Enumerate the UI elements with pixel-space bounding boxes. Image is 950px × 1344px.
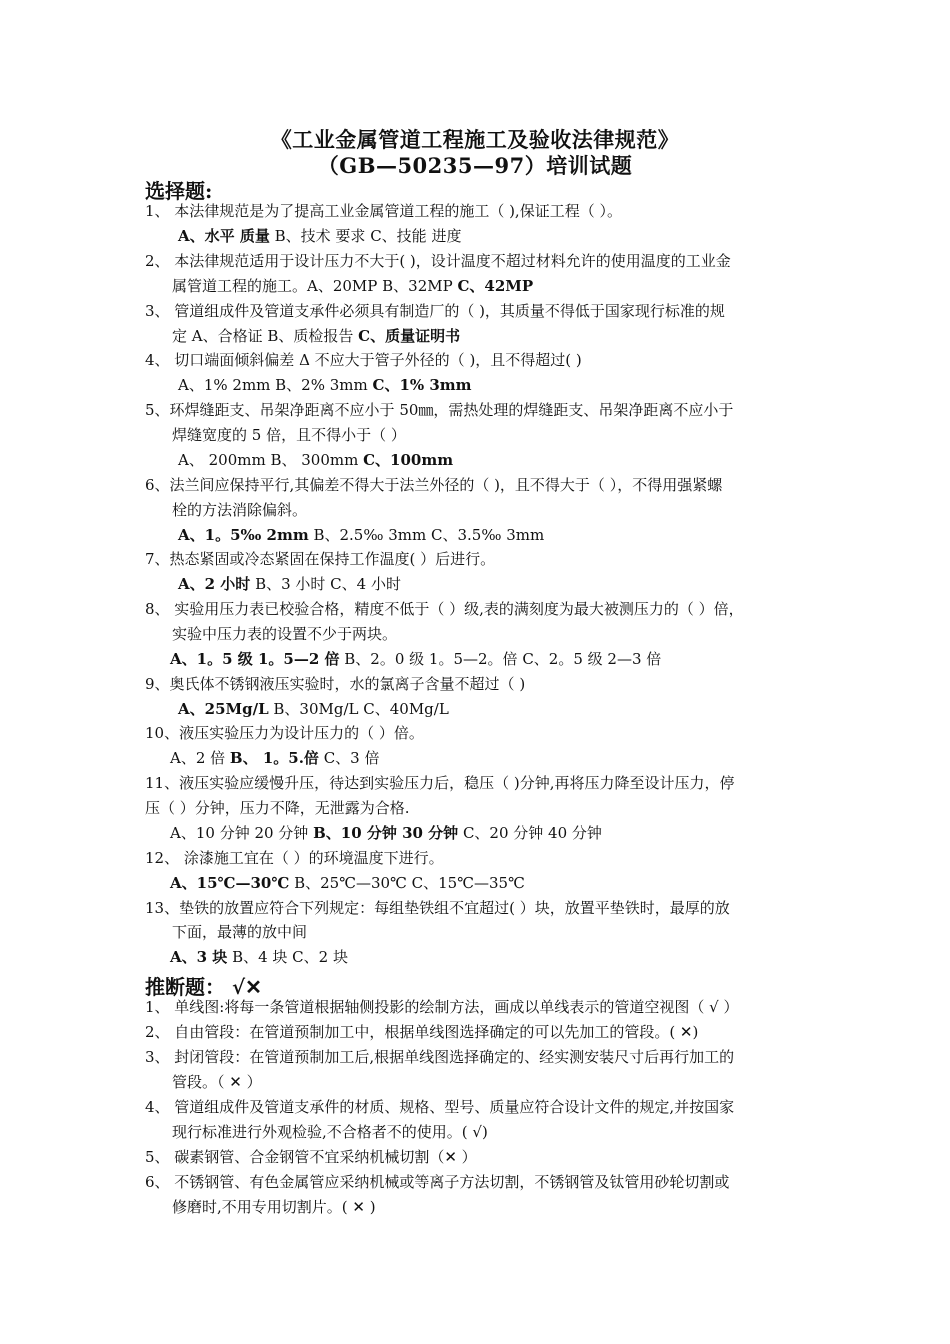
question-11-stem-cont: 压（ ）分钟，压力不降，无泄露为合格. xyxy=(145,799,410,817)
question-10-stem: 10、液压实验压力为设计压力的（ ）倍。 xyxy=(145,724,424,742)
question-1-stem: 1、 本法律规范是为了提高工业金属管道工程的施工（ ),保证工程（ ）。 xyxy=(145,202,622,220)
question-13-stem: 13、垫铁的放置应符合下列规定：每组垫铁组不宜超过( ）块，放置平垫铁时，最厚的放 xyxy=(145,899,730,917)
judgment-1: 1、 单线图:将每一条管道根据轴侧投影的绘制方法，画成以单线表示的管道空视图（ √ ） xyxy=(145,998,739,1016)
question-9-options: A、25Mg/L B、30Mg/L C、40Mg/L xyxy=(178,700,449,718)
question-9-stem: 9、奥氏体不锈钢液压实验时，水的氯离子含量不超过（ ) xyxy=(145,675,526,693)
question-13-options: A、3 块 B、4 块 C、2 块 xyxy=(170,948,348,966)
question-4-stem: 4、 切口端面倾斜偏差 Δ 不应大于管子外径的（ )，且不得超过( ) xyxy=(145,351,582,369)
question-6-options: A、1。5‰ 2mm B、2.5‰ 3mm C、3.5‰ 3mm xyxy=(178,526,545,544)
question-10-options: A、2 倍 B、 1。5.倍 C、3 倍 xyxy=(170,749,380,767)
judgment-6-cont: 修磨时,不用专用切割片。( ✕ ) xyxy=(172,1198,376,1216)
question-2-stem: 2、 本法律规范适用于设计压力不大于( )，设计温度不超过材料允许的使用温度的工业金 xyxy=(145,252,731,270)
judgment-3-cont: 管段。（ ✕ ） xyxy=(172,1073,262,1091)
judgment-2: 2、 自由管段：在管道预制加工中，根据单线图选择确定的可以先加工的管段。( ✕) xyxy=(145,1023,699,1041)
question-2-stem-cont: 属管道工程的施工。A、20MP B、32MP C、42MP xyxy=(172,277,534,295)
question-4-options: A、1% 2mm B、2% 3mm C、1% 3mm xyxy=(178,376,472,394)
question-1-options: A、水平 质量 B、技术 要求 C、技能 进度 xyxy=(178,227,462,245)
question-6-stem-cont: 栓的方法消除偏斜。 xyxy=(172,501,308,519)
document-title: 《工业金属管道工程施工及验收法律规范》 xyxy=(270,127,680,152)
question-5-stem: 5、环焊缝距支、吊架净距离不应小于 50㎜，需热处理的焊缝距支、吊架净距离不应小于 xyxy=(145,401,734,419)
question-12-options: A、15℃—30℃ B、25℃—30℃ C、15℃—35℃ xyxy=(170,874,525,892)
question-7-stem: 7、热态紧固或冷态紧固在保持工作温度( ）后进行。 xyxy=(145,550,496,568)
question-11-stem: 11、液压实验应缓慢升压，待达到实验压力后，稳压（ )分钟,再将压力降至设计压力，停 xyxy=(145,774,735,792)
question-3-stem-cont: 定 A、合格证 B、质检报告 C、质量证明书 xyxy=(172,327,461,345)
judgment-5: 5、 碳素钢管、合金钢管不宜采纳机械切割（✕ ） xyxy=(145,1148,477,1166)
question-11-options: A、10 分钟 20 分钟 B、10 分钟 30 分钟 C、20 分钟 40 分钟 xyxy=(170,824,602,842)
section-heading-choice: 选择题: xyxy=(145,179,213,203)
judgment-4: 4、 管道组成件及管道支承件的材质、规格、型号、质量应符合设计文件的规定,并按国家 xyxy=(145,1098,735,1116)
question-8-options: A、1。5 级 1。5—2 倍 B、2。0 级 1。5—2。倍 C、2。5 级 2—3 倍 xyxy=(170,650,662,668)
question-8-stem-cont: 实验中压力表的设置不少于两块。 xyxy=(172,625,398,643)
question-6-stem: 6、法兰间应保持平行,其偏差不得大于法兰外径的（ )，且不得大于（ ），不得用强紧螺 xyxy=(145,476,723,494)
judgment-3: 3、 封闭管段：在管道预制加工后,根据单线图选择确定的、经实测安装尺寸后再行加工的 xyxy=(145,1048,735,1066)
question-8-stem: 8、 实验用压力表已校验合格，精度不低于（ ）级,表的满刻度为最大被测压力的（ ）倍， xyxy=(145,600,744,618)
question-3-stem: 3、 管道组成件及管道支承件必须具有制造厂的（ )，其质量不得低于国家现行标准的规 xyxy=(145,302,725,320)
question-7-options: A、2 小时 B、3 小时 C、4 小时 xyxy=(178,575,401,593)
judgment-4-cont: 现行标准进行外观检验,不合格者不的使用。( √) xyxy=(172,1123,488,1141)
judgment-6: 6、 不锈钢管、有色金属管应采纳机械或等离子方法切割，不锈钢管及钛管用砂轮切割或 xyxy=(145,1173,730,1191)
question-13-stem-cont: 下面，最薄的放中间 xyxy=(172,923,308,941)
question-5-options: A、 200mm B、 300mm C、100mm xyxy=(178,451,454,469)
section-heading-judge: 推断题： √✕ xyxy=(145,975,262,999)
question-5-stem-cont: 焊缝宽度的 5 倍，且不得小于（ ） xyxy=(172,426,406,444)
document-subtitle: （GB—50235—97）培训试题 xyxy=(317,153,633,178)
question-12-stem: 12、 涂漆施工宜在（ ）的环境温度下进行。 xyxy=(145,849,444,867)
